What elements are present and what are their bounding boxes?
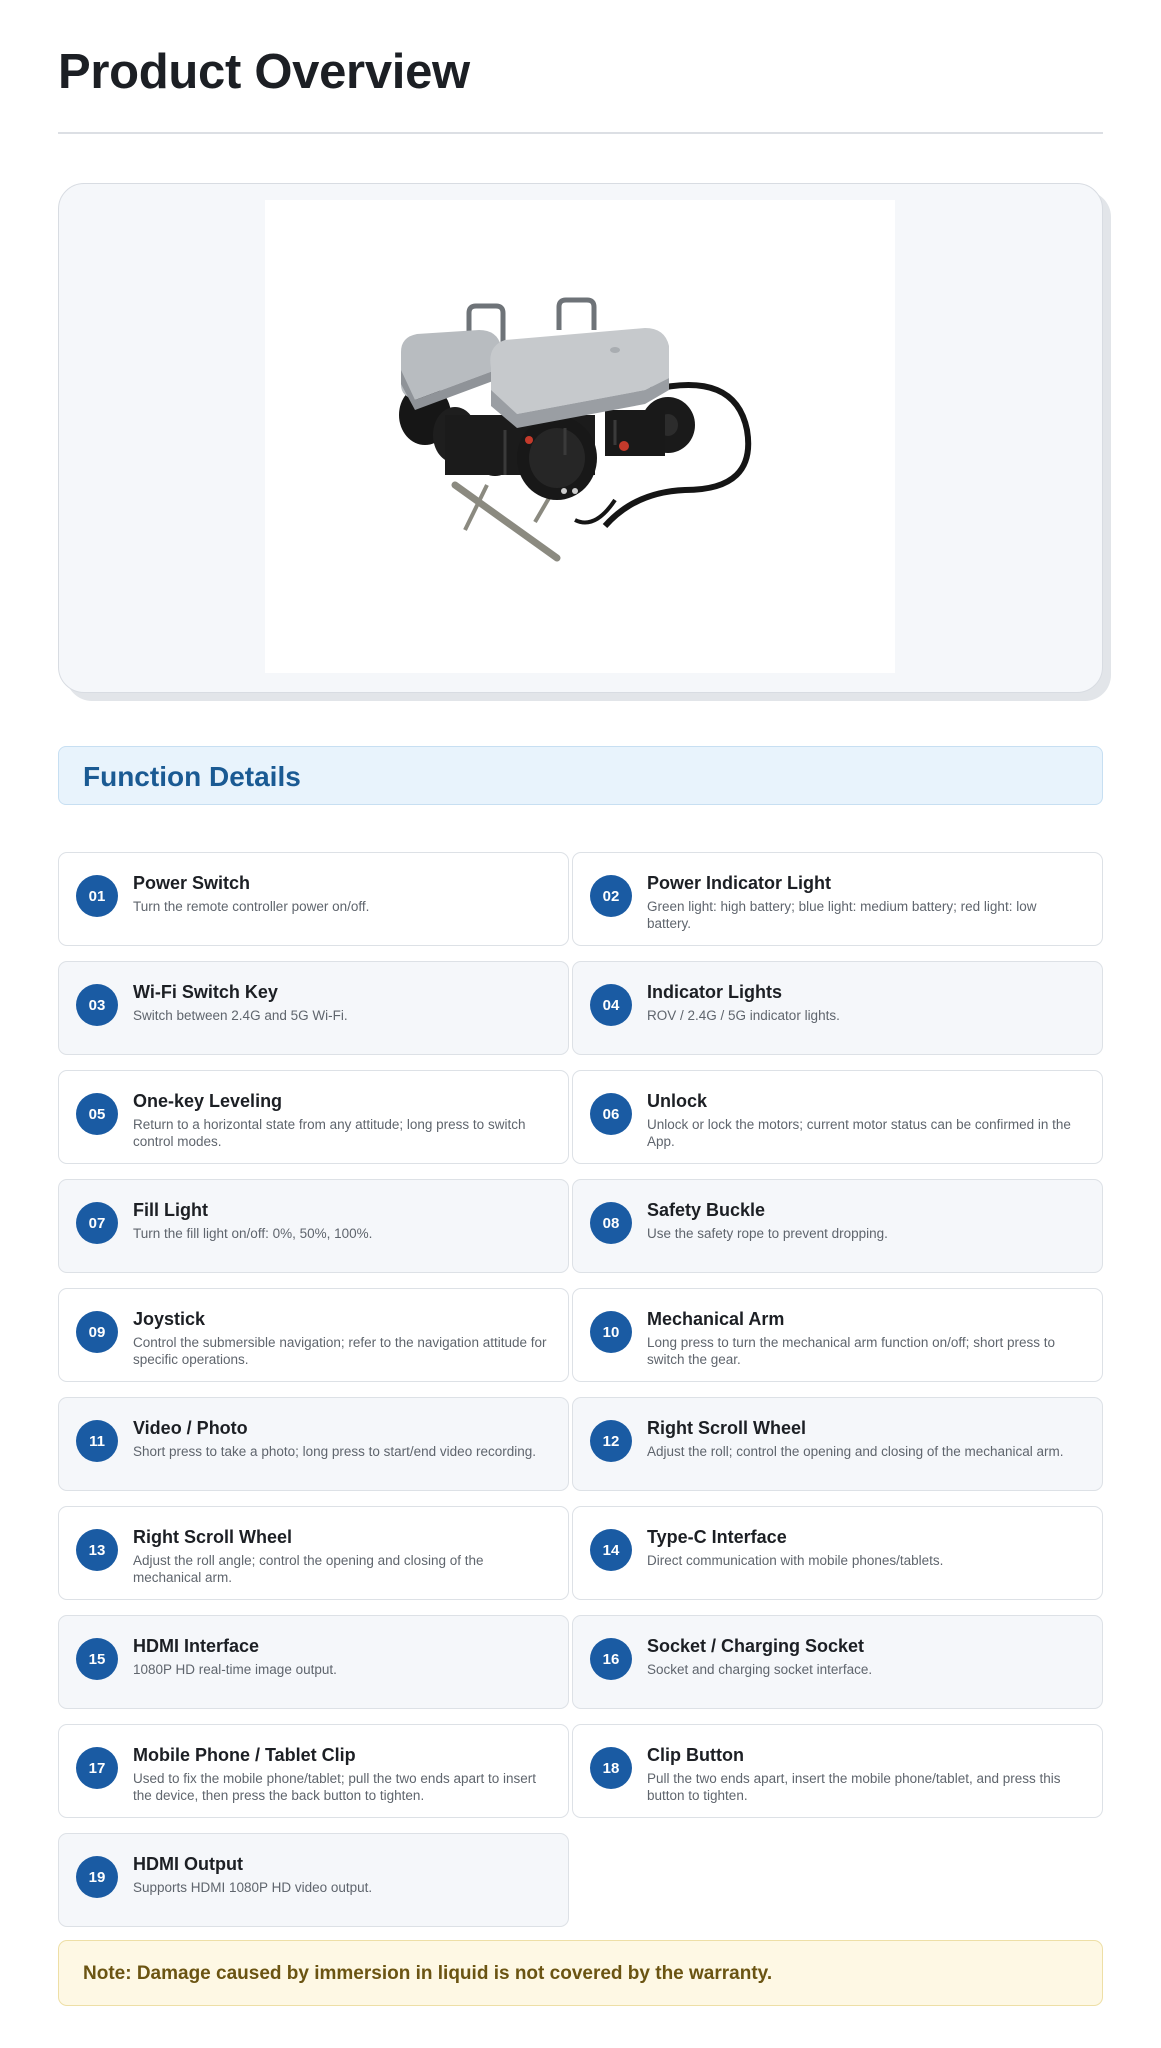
function-number-badge: 08 (590, 1202, 632, 1244)
function-description: Turn the remote controller power on/off. (133, 899, 370, 914)
function-description: Supports HDMI 1080P HD video output. (133, 1880, 373, 1895)
function-title: Video / Photo (133, 1418, 248, 1438)
function-card (58, 961, 569, 1055)
function-title: One-key Leveling (133, 1091, 283, 1111)
function-number-badge: 14 (590, 1529, 632, 1571)
function-title: Unlock (647, 1091, 708, 1111)
function-title: Power Indicator Light (647, 873, 832, 893)
function-card (58, 1288, 569, 1382)
function-card (58, 1724, 569, 1818)
function-title: Indicator Lights (647, 982, 782, 1002)
function-card (572, 1615, 1103, 1709)
title-divider (58, 132, 1103, 134)
function-number-badge: 15 (76, 1638, 118, 1680)
section-title: Function Details (83, 761, 301, 792)
function-card (572, 1506, 1103, 1600)
function-number-badge: 10 (590, 1311, 632, 1353)
function-description: Socket and charging socket interface. (647, 1662, 873, 1677)
warranty-note (58, 1940, 1103, 2006)
function-number-badge: 07 (76, 1202, 118, 1244)
product-image (265, 200, 895, 673)
function-number-badge: 17 (76, 1747, 118, 1789)
function-description: Direct communication with mobile phones/tablets. (647, 1553, 944, 1568)
function-description: Turn the fill light on/off: 0%, 50%, 100%. (133, 1226, 373, 1241)
function-title: Clip Button (647, 1745, 744, 1765)
function-title: Safety Buckle (647, 1200, 766, 1220)
function-card (572, 1397, 1103, 1491)
function-description: Unlock or lock the motors; current motor status can be confirmed in the App. (647, 1117, 1071, 1149)
function-number-badge: 03 (76, 984, 118, 1026)
function-title: Mobile Phone / Tablet Clip (133, 1745, 356, 1765)
function-card (58, 852, 569, 946)
section-header (58, 746, 1103, 805)
function-title: Power Switch (133, 873, 251, 893)
function-number-badge: 04 (590, 984, 632, 1026)
function-card (572, 1724, 1103, 1818)
function-card (58, 1833, 569, 1927)
function-description: Adjust the roll; control the opening and closing of the mechanical arm. (647, 1444, 1064, 1459)
function-number-badge: 19 (76, 1856, 118, 1898)
function-number-badge: 02 (590, 875, 632, 917)
function-description: Short press to take a photo; long press to start/end video recording. (133, 1444, 536, 1459)
function-title: Type-C Interface (647, 1527, 787, 1547)
function-card (58, 1070, 569, 1164)
function-card (58, 1179, 569, 1273)
function-description: Adjust the roll angle; control the opening and closing of the mechanical arm. (133, 1553, 484, 1585)
function-description: 1080P HD real-time image output. (133, 1662, 337, 1677)
underwater-drone-illustration (265, 200, 895, 673)
function-description: Green light: high battery; blue light: medium battery; red light: low battery. (647, 899, 1037, 931)
function-card (572, 961, 1103, 1055)
function-title: HDMI Interface (133, 1636, 260, 1656)
function-description: Use the safety rope to prevent dropping. (647, 1226, 888, 1241)
function-number-badge: 11 (76, 1420, 118, 1462)
function-description: Control the submersible navigation; refer to the navigation attitude for specific operations. (133, 1335, 547, 1367)
function-number-badge: 01 (76, 875, 118, 917)
function-number-badge: 16 (590, 1638, 632, 1680)
function-title: Right Scroll Wheel (647, 1418, 807, 1438)
warranty-note-text: Note: Damage caused by immersion in liquid is not covered by the warranty. (83, 1963, 773, 1984)
function-title: Mechanical Arm (647, 1309, 785, 1329)
function-number-badge: 06 (590, 1093, 632, 1135)
function-title: Wi-Fi Switch Key (133, 982, 278, 1002)
function-number-badge: 09 (76, 1311, 118, 1353)
function-card (572, 852, 1103, 946)
function-title: Fill Light (133, 1200, 208, 1220)
function-description: Return to a horizontal state from any attitude; long press to switch control modes. (133, 1117, 526, 1149)
function-card (572, 1288, 1103, 1382)
function-title: HDMI Output (133, 1854, 243, 1874)
function-title: Right Scroll Wheel (133, 1527, 293, 1547)
function-number-badge: 05 (76, 1093, 118, 1135)
function-description: ROV / 2.4G / 5G indicator lights. (647, 1008, 840, 1023)
function-card (572, 1070, 1103, 1164)
function-title: Socket / Charging Socket (647, 1636, 865, 1656)
function-description: Long press to turn the mechanical arm function on/off; short press to switch the gear. (647, 1335, 1055, 1367)
function-description: Pull the two ends apart, insert the mobile phone/tablet, and press this button to tighten. (647, 1771, 1061, 1803)
page-title: Product Overview (58, 45, 470, 99)
function-description: Used to fix the mobile phone/tablet; pull the two ends apart to insert the device, then press the back button to tighten. (133, 1771, 536, 1803)
function-number-badge: 13 (76, 1529, 118, 1571)
function-number-badge: 12 (590, 1420, 632, 1462)
function-card (58, 1397, 569, 1491)
function-card (58, 1506, 569, 1600)
function-description: Switch between 2.4G and 5G Wi-Fi. (133, 1008, 348, 1023)
function-card (572, 1179, 1103, 1273)
function-number-badge: 18 (590, 1747, 632, 1789)
function-card (58, 1615, 569, 1709)
function-title: Joystick (133, 1309, 206, 1329)
